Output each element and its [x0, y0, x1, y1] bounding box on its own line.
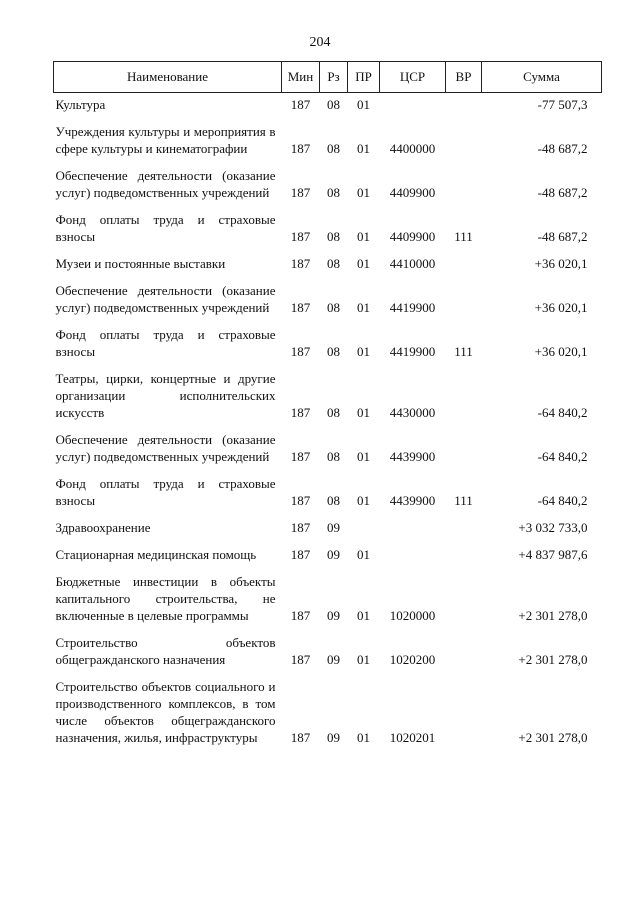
- row-name: Фонд оплаты труда и страховые взносы: [55, 212, 276, 244]
- row-name: Бюджетные инвестиции в объекты капитального строительства, не включенные в целевые программы: [55, 574, 276, 623]
- row-rz: 09: [327, 608, 340, 623]
- row-sum: -64 840,2: [537, 405, 588, 420]
- row-min: 187: [290, 256, 311, 271]
- header-name: Наименование: [54, 62, 282, 93]
- row-name: Обеспечение деятельности (оказание услуг) подведомственных учреждений: [55, 168, 276, 200]
- table-row: [54, 536, 602, 563]
- row-min: 187: [290, 229, 311, 244]
- row-sum: -64 840,2: [537, 493, 588, 508]
- header-pr: ПР: [348, 62, 380, 93]
- row-vr: [446, 509, 482, 536]
- row-min: 187: [290, 97, 311, 112]
- row-csr: 4410000: [389, 256, 436, 271]
- row-name: Фонд оплаты труда и страховые взносы: [55, 476, 276, 508]
- table-row: [54, 563, 602, 624]
- row-sum: +2 301 278,0: [518, 652, 588, 667]
- table-row: [54, 421, 602, 465]
- row-vr: 111: [454, 344, 473, 359]
- row-min: 187: [290, 493, 311, 508]
- table-row: [54, 316, 602, 360]
- table-row: [54, 668, 602, 746]
- row-pr: 01: [357, 185, 370, 200]
- row-pr: [348, 509, 380, 536]
- row-vr: [446, 668, 482, 746]
- row-rz: 08: [327, 449, 340, 464]
- row-csr: 4439900: [389, 493, 436, 508]
- table-row: [54, 465, 602, 509]
- row-sum: +36 020,1: [534, 256, 588, 271]
- table-body: [54, 93, 602, 747]
- row-sum: +2 301 278,0: [518, 608, 588, 623]
- row-name: Обеспечение деятельности (оказание услуг) подведомственных учреждений: [55, 283, 276, 315]
- row-rz: 08: [327, 97, 340, 112]
- table-row: [54, 509, 602, 536]
- row-vr: [446, 421, 482, 465]
- row-sum: +36 020,1: [534, 344, 588, 359]
- row-rz: 08: [327, 229, 340, 244]
- row-name: Театры, цирки, концертные и другие организации исполнительских искусств: [55, 371, 276, 420]
- row-min: 187: [290, 652, 311, 667]
- row-pr: 01: [357, 229, 370, 244]
- row-rz: 09: [327, 520, 340, 535]
- header-min: Мин: [282, 62, 320, 93]
- row-min: 187: [290, 608, 311, 623]
- row-rz: 08: [327, 493, 340, 508]
- row-vr: [446, 360, 482, 421]
- row-csr: [380, 93, 446, 114]
- row-pr: 01: [357, 97, 370, 112]
- row-name: Строительство объектов общегражданского назначения: [55, 635, 276, 667]
- row-vr: [446, 157, 482, 201]
- row-min: 187: [290, 344, 311, 359]
- row-min: 187: [290, 547, 311, 562]
- row-csr: 1020201: [389, 730, 436, 745]
- row-vr: 111: [454, 229, 473, 244]
- row-name: Культура: [55, 97, 106, 112]
- row-sum: +3 032 733,0: [518, 520, 588, 535]
- table-row: [54, 360, 602, 421]
- row-vr: 111: [454, 493, 473, 508]
- row-csr: 1020200: [389, 652, 436, 667]
- row-vr: [446, 93, 482, 114]
- row-pr: 01: [357, 344, 370, 359]
- table-row: [54, 245, 602, 272]
- row-pr: 01: [357, 256, 370, 271]
- row-sum: -48 687,2: [537, 185, 588, 200]
- row-min: 187: [290, 405, 311, 420]
- row-sum: -48 687,2: [537, 229, 588, 244]
- row-rz: 08: [327, 256, 340, 271]
- row-rz: 08: [327, 185, 340, 200]
- row-pr: 01: [357, 141, 370, 156]
- row-vr: [446, 624, 482, 668]
- row-sum: -64 840,2: [537, 449, 588, 464]
- row-csr: 4430000: [389, 405, 436, 420]
- row-pr: 01: [357, 547, 370, 562]
- row-sum: +4 837 987,6: [518, 547, 588, 562]
- row-pr: 01: [357, 652, 370, 667]
- row-min: 187: [290, 520, 311, 535]
- row-csr: 4409900: [389, 185, 436, 200]
- row-name: Строительство объектов социального и производственного комплексов, в том числе объектов общегражданского назначения, жилья, инфраструктуры: [55, 679, 276, 745]
- row-sum: -77 507,3: [537, 97, 588, 112]
- row-rz: 08: [327, 344, 340, 359]
- table-row: [54, 113, 602, 157]
- table-header: [54, 62, 602, 93]
- row-vr: [446, 272, 482, 316]
- row-sum: -48 687,2: [537, 141, 588, 156]
- row-name: Фонд оплаты труда и страховые взносы: [55, 327, 276, 359]
- row-name: Учреждения культуры и мероприятия в сфере культуры и кинематографии: [55, 124, 276, 156]
- row-min: 187: [290, 730, 311, 745]
- row-sum: +2 301 278,0: [518, 730, 588, 745]
- row-csr: [380, 536, 446, 563]
- table-row: [54, 624, 602, 668]
- row-sum: +36 020,1: [534, 300, 588, 315]
- row-rz: 08: [327, 300, 340, 315]
- row-pr: 01: [357, 608, 370, 623]
- row-csr: 4419900: [389, 344, 436, 359]
- row-csr: 4439900: [389, 449, 436, 464]
- row-min: 187: [290, 300, 311, 315]
- page-number: 204: [309, 35, 331, 50]
- row-csr: 4409900: [389, 229, 436, 244]
- budget-table: [53, 61, 602, 746]
- row-min: 187: [290, 449, 311, 464]
- row-rz: 08: [327, 141, 340, 156]
- table-row: [54, 272, 602, 316]
- row-pr: 01: [357, 300, 370, 315]
- row-csr: 1020000: [389, 608, 436, 623]
- row-name: Музеи и постоянные выставки: [55, 256, 226, 271]
- row-pr: 01: [357, 493, 370, 508]
- row-rz: 09: [327, 652, 340, 667]
- table-row: [54, 201, 602, 245]
- row-vr: [446, 113, 482, 157]
- header-csr: ЦСР: [380, 62, 446, 93]
- row-pr: 01: [357, 405, 370, 420]
- row-rz: 09: [327, 730, 340, 745]
- header-vr: ВР: [446, 62, 482, 93]
- table-row: [54, 93, 602, 114]
- header-sum: Сумма: [482, 62, 602, 93]
- row-rz: 08: [327, 405, 340, 420]
- row-vr: [446, 563, 482, 624]
- row-name: Обеспечение деятельности (оказание услуг) подведомственных учреждений: [55, 432, 276, 464]
- row-csr: 4419900: [389, 300, 436, 315]
- row-vr: [446, 536, 482, 563]
- row-rz: 09: [327, 547, 340, 562]
- table-row: [54, 157, 602, 201]
- row-pr: 01: [357, 449, 370, 464]
- row-csr: 4400000: [389, 141, 436, 156]
- row-vr: [446, 245, 482, 272]
- row-pr: 01: [357, 730, 370, 745]
- header-rz: Рз: [320, 62, 348, 93]
- row-name: Стационарная медицинская помощь: [55, 547, 257, 562]
- row-csr: [380, 509, 446, 536]
- row-name: Здравоохранение: [55, 520, 151, 535]
- row-min: 187: [290, 185, 311, 200]
- row-min: 187: [290, 141, 311, 156]
